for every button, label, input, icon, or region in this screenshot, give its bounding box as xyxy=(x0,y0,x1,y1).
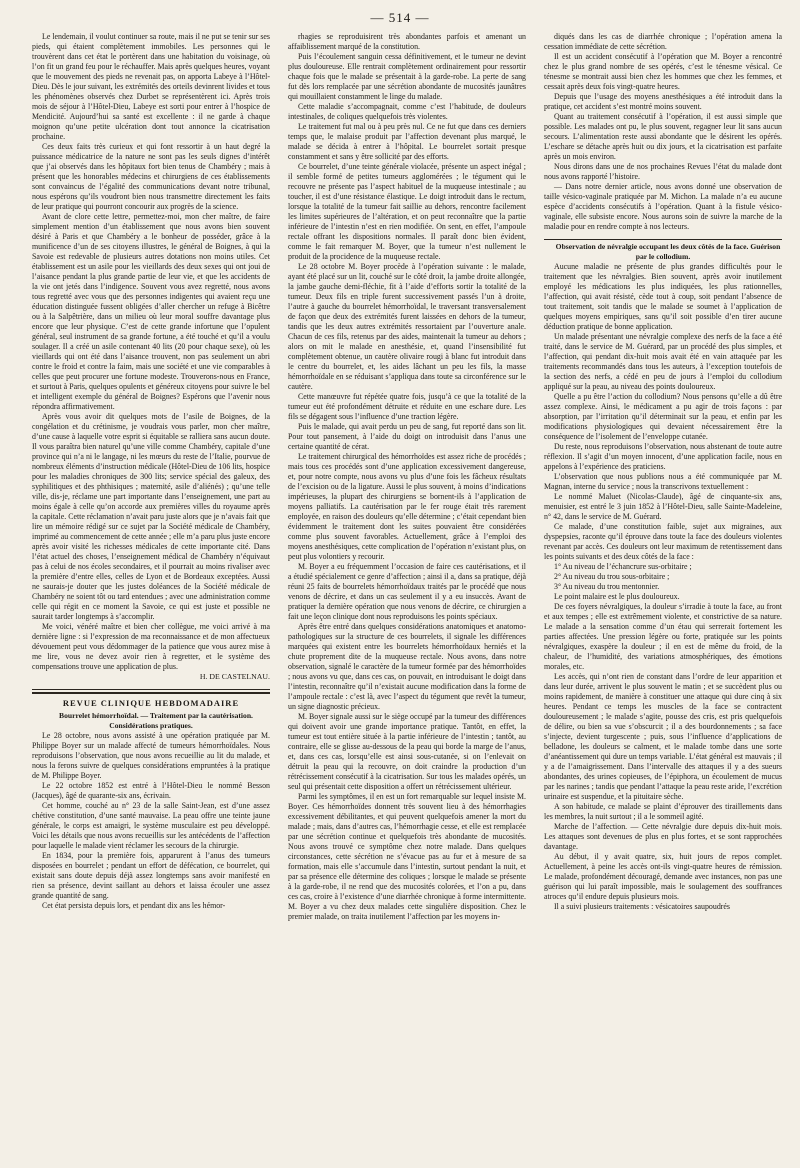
column-1-text xyxy=(32,32,270,672)
paragraph: Le nommé Maluet (Nicolas-Claude), âgé de cinquante-six ans, menuisier, est entré le 3 juin 1852 à l’Hôtel-Dieu, salle Sainte-Madeleine, n° 42, dans le service de M. Guérard. xyxy=(544,492,782,521)
paragraph: Cette maladie s’accompagnait, comme c’est l’habitude, de douleurs intestinales, de coliques quelquefois très violentes. xyxy=(288,102,526,121)
paragraph: 1° Au niveau de l’échancrure sus-orbitaire ; xyxy=(554,562,692,571)
paragraph: Le 28 octobre, nous avons assisté à une opération pratiquée par M. Philippe Boyer sur un malade affecté de tumeurs hémorrhoïdales. Nous reproduisons l’observation, que nous avons recueillie au lit du malade, et nous la ferons suivre de quelques considérations empruntées à la pratique de M. Philippe Boyer. xyxy=(32,731,270,780)
paragraph: Du reste, nous reproduisons l’observation, nous abstenant de toute autre réflexion. Il s’agit d’un moyen innocent, d’une application facile, nous en appelons à l’expérience des praticiens. xyxy=(544,442,782,471)
column-2 xyxy=(288,32,526,1158)
page-number: — 514 — xyxy=(370,10,430,25)
article-title: Observation de névralgie occupant les deux côtés de la face. Guérison par le collodium. xyxy=(555,242,781,261)
paragraph: Les accès, qui n’ont rien de constant dans l’ordre de leur apparition et dans leur durée, arrivent le plus souvent le matin ; et se succèdent plus ou moins rapidement, de manière à constituer une attaque qui dure cinq à six heures. Pendant ce temps les muscles de la face se contractent douloureusement ; le malade s’agite, pousse des cris, est pris quelquefois de délire, ou bien sa vue s’obscurcit ; il a des bourdonnements ; sa face s’injecte, devient turgescente ; puis, sous l’influence d’applications de belladone, les douleurs se calment, et le malade tombe dans une sorte d’anéantissement qui dure un temps variable. L’état général est mauvais ; il y a de l’amaigrissement. Dans l’intervalle des attaques il y a des sueurs abondantes, des urines copieuses, de l’épiphora, un écoulement de mucus par les narines ; tandis que pendant l’attaque la peau reste aride, l’excrétion urinaire est suspendue, et la pituitaire sèche. xyxy=(544,672,782,801)
paragraph: Cette manœuvre fut répétée quatre fois, jusqu’à ce que la totalité de la tumeur eut été profondément détruite et réduite en une eschare dure. Les fils se dégagent sous l’influence d’une traction légère. xyxy=(288,392,526,421)
paragraph: M. Boyer a eu fréquemment l’occasion de faire ces cautérisations, et il a étudié spécialement ce genre d’affection ; ainsi il a, dans sa pratique, déjà réuni 25 faits de bourrelets hémorrhoïdaux traités par le procédé que nous venons de décrire, et dans un cas seulement il y a eu insuccès. Avant de pratiquer la dernière opération que nous venons de décrire, ce chirurgien a fait une leçon clinique dont nous reproduisons les points spéciaux. xyxy=(288,562,526,621)
paragraph: Il a suivi plusieurs traitements : vésicatoires saupoudrés xyxy=(554,902,730,911)
paragraph: Cet état persista depuis lors, et pendant dix ans les hémor- xyxy=(42,901,226,910)
paragraph: Avant de clore cette lettre, permettez-moi, mon cher maître, de faire simplement mention d’un établissement que nous avons bien souvent désiré à Paris et que Chambéry a le bonheur de posséder, grâce à la munificence d’un de ses citoyens illustres, le général de Boignes, à qui la Savoie est redevable de plusieurs autres dotations non moins utiles. Cet établissement est un asile pour les vieillards des deux sexes qui ont joui de l’aisance pendant la plus grande partie de leur vie, et que les accidents de la vie ont jetés dans l’indigence. Souvent vous avez regretté, nous avons tous regretté avec vous que des personnes indigentes qui avaient reçu une éducation distinguée fussent obligées d’aller chercher un refuge à Bicêtre ou à la Salpêtrière, dans un milieu où leur moral souffre davantage plus encore que leur physique. C’est de cette grande infortune que l’opulent général, seul instrument de sa grande fortune, a été touché et qu’il a voulu soulager. Il a créé un asile contenant 40 lits (20 pour chaque sexe), où les vieillards qui ont été dans l’aisance trouvent, non pas seulement un abri contre le froid et contre la faim, mais une société et une vie comparables à celles que peut procurer une fortune modeste. Trouverons-nous en France, et surtout à Paris, quelques opulents et généreux citoyens pour suivre le bel et intelligent exemple du général de Boignes? Espérons que l’avenir nous répondra affirmativement. xyxy=(32,212,270,411)
article-body xyxy=(32,731,270,911)
paragraph: Puis l’écoulement sanguin cessa définitivement, et le tumeur ne devint plus douloureuse. Elle rentrait complètement ordinairement pour ressortir chaque fois que le malade se présentait à la garde-robe. La perte de sang fut dès lors remplacée par une sécrétion abondante de mucosités jaunâtres qui mouillaient constamment le linge du malade. xyxy=(288,52,526,101)
paragraph: A son habitude, ce malade se plaint d’éprouver des tiraillements dans les membres, la nuit surtout ; il a le sommeil agité. xyxy=(544,802,782,821)
paragraph: Le traitement chirurgical des hémorrhoïdes est assez riche de procédés ; mais tous ces procédés sont d’une application excessivement dangereuse, et, pour notre compte, nous avons vu plus d’une fois les fâcheux résultats de l’excision ou de la ligature. Aussi le plus souvent, à moins d’indications impérieuses, la plupart des chirurgiens se bornent-ils à l’application de moyens palliatifs. La cautérisation par le fer rouge était très rarement employée, en raison des douleurs qu’elle détermine ; c’était cependant bien évidemment le traitement dont les suites pouvaient être considérées comme plus souvent favorables. Actuellement, grâce à l’emploi des moyens anesthésiques, cette complication de l’opération n’existant plus, on peut plus volontiers y recourir. xyxy=(288,452,526,561)
paragraph: Quelle a pu être l’action du collodium? Nous pensons qu’elle a dû être assez complexe. Ainsi, le médicament a pu agir de trois façons : par absorption, par l’irritation qu’il déterminait sur la peau, et enfin par les modifications physiologiques qui devaient nécessairement être la conséquence de l’isolement de l’enveloppe cutanée. xyxy=(544,392,782,441)
paragraph: 2° Au niveau du trou sous-orbitaire ; xyxy=(554,572,670,581)
paragraph: Après être entré dans quelques considérations anatomiques et anatomo-pathologiques sur la structure de ces bourrelets, il signale les différences marquées qui existent entre les bourrelets hémorrhoïdaux herniés et la chute proprement dite de la muqueuse rectale. Nous avons, dans notre observation, signalé le caractère de la tumeur formée par des hémorrhoïdes ; nous avons vu que, dans ces cas, on pouvait, en introduisant le doigt dans l’intestin, reconnaître qu’il n’existait aucune modification dans la forme de l’ampoule rectale : c’est là, avec l’aspect du tégument que revêt la tumeur, un signe diagnostic précieux. xyxy=(288,622,526,711)
paragraph: Aucune maladie ne présente de plus grandes difficultés pour le traitement que les névralgies. Bien souvent, après avoir inutilement employé les médications les plus indiquées, les plus rationnelles, l’affection, qui avait résisté, cède tout à coup, soit pendant l’absence de tout traitement, soit tandis que le malade se soumet à l’application de quelques moyens empiriques, sans qu’il soit possible d’en tirer aucune déduction pratique de bonne application. xyxy=(544,262,782,331)
paragraph: Depuis que l’usage des moyens anesthésiques a été introduit dans la pratique, cet accident s’est montré moins souvent. xyxy=(544,92,782,111)
paragraph: Ces deux faits très curieux et qui font ressortir à un haut degré la puissance médicatrice de la nature ne sont pas les seuls dignes d’intérêt que j’ai observés dans les hôpitaux fort bien tenus de Chambéry ; mais à présent que les honorables médecins et chirurgiens de ces établissements sont convaincus de l’égalité des communications devant notre tribunal, nous espérons qu’ils voudront bien nous transmettre directement les faits de leur pratique qui pourront concourir aux progrès de la science. xyxy=(32,142,270,211)
divider xyxy=(32,692,270,694)
signature: H. DE CASTELNAU. xyxy=(199,672,270,681)
paragraph: 3° Au niveau du trou mentonnier. xyxy=(554,582,660,591)
paragraph: Ce malade, d’une constitution faible, sujet aux migraines, aux dyspepsies, raconte qu’il éprouve dans toute la face des douleurs violentes revenant par accès. Ces douleurs ont leur maximum de retentissement dans les points suivants et des deux côtés de la face : xyxy=(544,522,782,561)
paragraph: Il est un accident consécutif à l’opération que M. Boyer a rencontré chez le plus grand nombre de ses opérés, c’est le ténesme vésical. Ce ténesme se montrait aussi bien chez les hommes que chez les femmes, et cessait après deux fois vingt-quatre heures. xyxy=(544,52,782,91)
paragraph: rhagies se reproduisirent très abondantes parfois et amenant un affaiblissement marqué de la constitution. xyxy=(288,32,526,51)
divider xyxy=(32,689,270,690)
paragraph: M. Boyer signale aussi sur le siège occupé par la tumeur des différences qui doivent avoir une grande importance pratique. Tantôt, en effet, la tumeur est tout entière située à la partie inférieure de l’intestin ; tantôt, au contraire, elle se glisse au-dessous de la peau qui borde la marge de l’anus, et, dans ces cas, lorsqu’elle est ainsi sous-cutanée, si on l’enlevait on détruit la peau qui la recouvre, on doit craindre la production d’un rétrécissement consécutif à la cicatrisation. Sur tous les malades opérés, un seul qui présentait cette disposition a offert un rétrécissement ultérieur. xyxy=(288,712,526,791)
paragraph: Le point malaire est le plus douloureux. xyxy=(554,592,680,601)
paragraph: Parmi les symptômes, il en est un fort remarquable sur lequel insiste M. Boyer. Ces hémorrhoïdes donnent très souvent lieu à des hémorrhagies excessivement débilitantes, et qui peuvent quelquefois amener la mort du malade ; mais, dans d’autres cas, l’hémorrhagie cesse, et elle est remplacée par une sécrétion continue et quelquefois très abondante de mucosités. Nous avons trouvé ce symptôme chez notre malade. Dans quelques circonstances, cette sécrétion ne s’évacue pas au fur et à mesure de sa formation, mais elle s’accumule dans l’intestin, surtout pendant la nuit, et par sa présence elle détermine des coliques ; lorsque le malade se présente à la garde-robe, il ne rend que des mucosités colorées, et l’on a pu, dans ces cas, croire à l’existence d’une diarrhée chronique à forme intermittente. M. Boyer a vu chez deux malades cette singulière disposition. Chez le premier malade, on traita inutilement l’affection par les moyens in- xyxy=(288,792,526,921)
paragraph: Après vous avoir dit quelques mots de l’asile de Boignes, de la congélation et du crétinisme, je voudrais vous parler, mon cher maître, d’une cause à laquelle votre esprit si équitable se ralliera sans aucun doute. Il vous paraîtra bien naturel qu’une ville comme Chambéry, capitale d’une province qui n’a ni le langage, ni les mœurs du reste de l’Italie, pourvue de nombreux éléments d’instruction médicale (Hôtel-Dieu de 106 lits, hospice pour les maladies chroniques de 300 lits; service spécial des galeux, des syphilitiques et des phthisiques ; maternité, asile d’aliénés) ; qu’une telle ville, dis-je, réclame une part importante dans l’enseignement, une part au moins égale à celle qu’on accorde aux premières villes du royaume après la capitale. Cette réclamation n’avait paru juste alors que je n’avais fait que lire un mémoire rédigé sur ce sujet par la Société médicale de Chambéry, imprimé au commencement de cette année ; elle m’a paru plus juste encore après avoir visité les richesses médicales de cette importante cité. Dans l’état actuel des choses, l’enseignement médical de Chambéry n’équivaut pas à celui de nos écoles secondaires, et il pourrait au moins rivaliser avec la première d’entre elles, celles de Lyon et de Bordeaux exceptées. Aussi ne saurais-je douter que les justes doléances de la Société médicale de Chambéry ne soient tôt ou tard entendues ; avec une administration comme celle qui régit en ce moment la Savoie, ce qui est juste et possible ne saurait tarder longtemps à s’accomplir. xyxy=(32,412,270,621)
paragraph: Nous dirons dans une de nos prochaines Revues l’état du malade dont nous avons rapporté l’histoire. xyxy=(544,162,782,181)
paragraph: En 1834, pour la première fois, apparurent à l’anus des tumeurs disposées en bourrelet ; pendant un effort de défécation, ce bourrelet, qui existait sans doute depuis déjà assez longtemps sans avoir manifesté en rien sa présence, devint saillant au dehors et laissa écouler une assez grande quantité de sang. xyxy=(32,851,270,900)
paragraph: Le lendemain, il voulut continuer sa route, mais il ne put se tenir sur ses pieds, qui étaient complètement immobiles. Les personnes qui le trouvèrent dans cet état le portèrent dans une habitation du voisinage, où l’on fit un grand feu pour le réchauffer. Mais après quelques heures, voyant que le mouvement des pieds ne revenait pas, on apporta Labeye à l’Hôtel-Dieu. Dès le jour suivant, les extrémités des orteils devinrent livides et tous les phénomènes observés chez Durbet se représentèrent ici. Après trois mois de séjour à l’Hôtel-Dieu, Labeye est sorti pour entrer à l’hospice de Mendicité. Aujourd’hui sa santé est excellente : il ne garde à chaque moignon qu’une petite ulcération dont tout annonce la cicatrisation prochaine. xyxy=(32,32,270,141)
paragraph: Le 28 octobre M. Boyer procède à l’opération suivante : le malade, ayant été placé sur un lit, couché sur le côté droit, la jambe droite allongée, la jambe gauche demi-fléchie, fit à l’aide d’efforts sortir la totalité de la tumeur. Deux fils en triple furent successivement passés l’un à droite, l’autre à gauche du bourrelet hémorrhoïdal, le traversant transversalement de façon que deux des extrémités furent laissées en dehors de la tumeur, tandis que les deux autres extrémités ressortaient par l’ouverture anale. Chacun de ces fils, retenus par des aides, maintenait la tumeur au dehors ; alors on mit le malade en anesthésie, et, quand l’insensibilité fut complètement obtenue, un cautère olivaire rougi à blanc fut introduit dans le centre du bourrelet, et, les aides lâchant un peu les fils, la masse hémorrhoïdale en se réduisant s’appliqua dans toute sa circonférence sur le cautère. xyxy=(288,262,526,391)
paragraph: De ces foyers névralgiques, la douleur s’irradie à toute la face, au front et aux tempes ; elle est extrêmement violente, et constrictive de sa nature. Le malade a la sensation comme d’un étau qui serrerait fortement les parties affectées. Une pression légère ou forte, pratiquée sur les points névralgiques, exaspère la douleur ; il en est de même du froid, de la chaleur, de l’humidité, des variations atmosphériques, des émotions morales, etc. xyxy=(544,602,782,671)
paragraph: Puis le malade, qui avait perdu un peu de sang, fut reporté dans son lit. Pour tout pansement, à l’aide du doigt on introduisit dans l’anus une certaine quantité de cérat. xyxy=(288,422,526,451)
paragraph: Au début, il y avait quatre, six, huit jours de repos complet. Actuellement, à peine les accès ont-ils vingt-quatre heures de rémission. Le malade, profondément découragé, demande avec instances, non pas une guérison qui lui paraît impossible, mais le soulagement des souffrances atroces qu’il endure depuis plusieurs mois. xyxy=(544,852,782,901)
column-1 xyxy=(32,32,270,1158)
paragraph: Marche de l’affection. — Cette névralgie dure depuis dix-huit mois. Les attaques sont devenues de plus en plus fortes, et se sont rapprochées davantage. xyxy=(544,822,782,851)
paragraph: Le 22 octobre 1852 est entré à l’Hôtel-Dieu le nommé Besson (Jacques), âgé de quarante-six ans, écrivain. xyxy=(32,781,270,800)
paragraph: Me voici, vénéré maître et bien cher collègue, me voici arrivé à ma dernière ligne : si l’expression de ma reconnaissance et de mon affectueux dévouement peut vous dédommager de la patience que vous aurez mise à me lire, vous ne devez avoir rien à regretter, et le système des compensations trouve une application de plus. xyxy=(32,622,270,671)
column-3 xyxy=(544,32,782,1158)
paragraph: Cet homme, couché au n° 23 de la salle Saint-Jean, est d’une assez chétive constitution, d’une santé mauvaise. La peau offre une teinte jaune générale, le corps est amaigri, le système musculaire est peu développé. Voici les détails que nous avons recueillis sur les antécédents de l’affection pour laquelle le malade vient réclamer les secours de la chirurgie. xyxy=(32,801,270,850)
article-body xyxy=(544,262,782,912)
paragraph: diqués dans les cas de diarrhée chronique ; l’opération amena la cessation immédiate de cette sécrétion. xyxy=(544,32,782,51)
divider xyxy=(544,239,782,240)
article-title: Bourrelet hémorrhoïdal. — Traitement par la cautérisation. Considérations pratiques. xyxy=(59,711,253,730)
paragraph: — Dans notre dernier article, nous avons donné une observation de taille vésico-vaginale pratiquée par M. Michon. La malade n’a eu aucune espèce d’accidents consécutifs à l’opération. Quant à la fistule vésico-vaginale, elle subsiste encore. Nous aurons soin de suivre la marche de la maladie pour en rendre compte à nos lecteurs. xyxy=(544,182,782,231)
paragraph: Un malade présentant une névralgie complexe des nerfs de la face a été traité, dans le service de M. Guérard, par un procédé des plus simples, et l’affection, qui pendant dix-huit mois avait été en vain attaquée par les traitements recommandés dans tous les auteurs, à l’exception toutefois de la section des nerfs, a cédé en peu de jours à l’emploi du collodium appliqué sur la peau, au niveau des points douloureux. xyxy=(544,332,782,391)
section-header: REVUE CLINIQUE HEBDOMADAIRE xyxy=(62,698,240,708)
paragraph: Ce bourrelet, d’une teinte générale violacée, présente un aspect inégal ; il semble formé de petites tumeurs agglomérées ; le tégument qui le recouvre ne présente pas l’aspect habituel de la muqueuse intestinale ; au toucher, il est d’une résistance élastique. Le doigt introduit dans le rectum, lorsque la totalité de la tumeur fait saillie au dehors, rencontre facilement les limites supérieures de l’altération, et on peut reconnaître que la partie inférieure de l’intestin n’est en rien modifiée. On sent, en effet, l’ampoule rectale offrant les dispositions normales. Il paraît donc bien évident, comme le fait remarquer M. Boyer, que la tumeur n’est nullement le produit de la procidence de la muqueuse rectale. xyxy=(288,162,526,261)
paragraph: Le traitement fut mal ou à peu près nul. Ce ne fut que dans ces derniers temps que, le malaise produit par l’affection devenant plus marqué, le malade se décida à entrer à l’hôpital. Le bourrelet sortait presque constamment et sans y être sollicité par des efforts. xyxy=(288,122,526,161)
paragraph: L’observation que nous publions nous a été communiquée par M. Magnan, interne du service ; nous la transcrivons textuellement : xyxy=(544,472,782,491)
paragraph: Quant au traitement consécutif à l’opération, il est aussi simple que possible. Les malades ont pu, le plus souvent, regagner leur lit sans aucun secours. L’alimentation reste aussi abondante que le désirent les opérés. L’eschare se détache après huit ou dix jours, et la cicatrisation est parfaite après un mois environ. xyxy=(544,112,782,161)
